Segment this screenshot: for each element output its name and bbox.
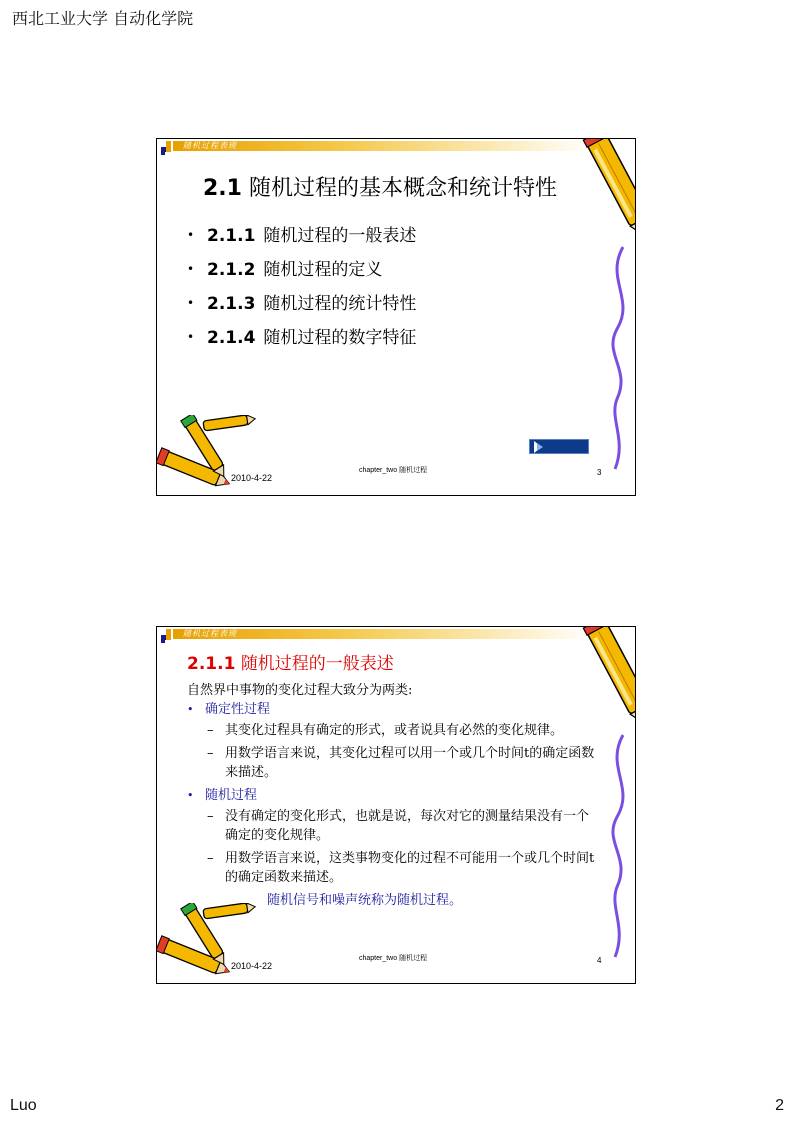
slide-3 [156, 138, 636, 496]
slide-title [203, 171, 557, 202]
slide-4 [156, 626, 636, 984]
item-number: 2.1.3 [207, 294, 256, 314]
pencil-icon [565, 627, 635, 967]
slide-date: 2010-4-22 [231, 473, 273, 483]
sub-item: – 没有确定的变化形式，也就是说，每次对它的测量结果没有一个确定的变化规律。 [207, 809, 590, 843]
slide-title [187, 649, 394, 674]
list-item: • 2.1.4 随机过程的数字特征 [187, 328, 417, 348]
slide-date: 2010-4-22 [231, 961, 273, 971]
band-text: 随机过程表现 [183, 141, 237, 150]
conclusion-text: 随机信号和噪声统称为随机过程。 [267, 893, 463, 908]
item-text: 随机过程的数字特征 [263, 328, 417, 348]
page-header: 西北工业大学 自动化学院 [12, 9, 194, 28]
list-item: • 2.1.2 随机过程的定义 [187, 260, 383, 280]
title-text: 随机过程的一般表述 [240, 654, 394, 674]
item-text: 随机过程的统计特性 [263, 294, 417, 314]
title-text: 随机过程的基本概念和统计特性 [248, 176, 557, 201]
crayons-icon [157, 415, 257, 495]
crayons-icon [157, 903, 257, 983]
top-band [173, 629, 593, 639]
intro-text: 自然界中事物的变化过程大致分为两类: [187, 683, 413, 698]
bullet-deterministic: • 确定性过程 [187, 702, 271, 717]
sub-item: – 用数学语言来说，其变化过程可以用一个或几个时间t的确定函数来描述。 [207, 746, 595, 780]
title-number: 2.1 [203, 176, 242, 201]
bullet-random: • 随机过程 [187, 788, 258, 803]
item-number: 2.1.4 [207, 328, 256, 348]
page-number: 2 [775, 1097, 784, 1114]
band-text: 随机过程表现 [183, 629, 237, 638]
next-arrow-icon [532, 441, 546, 453]
slide-chapter: chapter_two 随机过程 [359, 955, 428, 962]
list-item: • 2.1.1 随机过程的一般表述 [187, 226, 417, 246]
item-text: 随机过程的定义 [263, 260, 383, 280]
sub-item: – 用数学语言来说，这类事物变化的过程不可能用一个或几个时间t的确定函数来描述。 [207, 851, 595, 885]
slide-chapter: chapter_two 随机过程 [359, 467, 428, 474]
item-number: 2.1.2 [207, 260, 256, 280]
slide-body [187, 681, 597, 910]
item-number: 2.1.1 [207, 226, 256, 246]
list-item: • 2.1.3 随机过程的统计特性 [187, 294, 417, 314]
topic-list [187, 223, 416, 359]
top-band [173, 141, 593, 151]
slide-number: 3 [597, 468, 602, 477]
sub-item: – 其变化过程具有确定的形式，或者说具有必然的变化规律。 [207, 723, 564, 738]
slide-number: 4 [597, 956, 602, 965]
item-text: 随机过程的一般表述 [263, 226, 417, 246]
title-number: 2.1.1 [187, 654, 236, 674]
pencil-icon [565, 139, 635, 479]
author-label: Luo [10, 1097, 37, 1114]
